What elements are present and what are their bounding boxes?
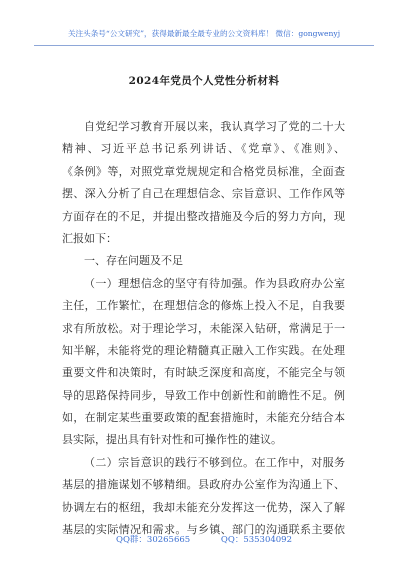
footer-qq-group: QQ群：30265665 <box>115 535 191 545</box>
header-divider <box>34 45 374 46</box>
body-line: 知半解，未能将党的理论精髓真正融入工作实践。在处理 <box>62 343 345 357</box>
body-line: 基层的实际情况和需求。与乡镇、部门的沟通联系主要依 <box>62 523 345 537</box>
body-line: （二）宗旨意识的践行不够到位。在工作中，对服务 <box>84 455 345 469</box>
body-line: 方面存在的不足，并提出整改措施及今后的努力方向，现 <box>62 209 345 223</box>
body-line: 导的思路保持同步，导致工作中创新性和前瞻性不足。例 <box>62 388 345 402</box>
body-line: 协调左右的枢纽，我却未能充分发挥这一优势，深入了解 <box>62 500 345 514</box>
footer-qq: QQ：535304092 <box>220 535 292 545</box>
body-line: 求有所放松。对于理论学习，未能深入钻研，常满足于一 <box>62 321 345 335</box>
body-line: 如，在制定某些重要政策的配套措施时，未能充分结合本 <box>62 411 345 425</box>
body-line: 重要文件和决策时，有时缺乏深度和高度，不能完全与领 <box>62 366 345 380</box>
document-title: 2024年党员个人党性分析材料 <box>128 75 280 87</box>
body-line: 县实际，提出具有针对性和可操作性的建议。 <box>62 433 282 447</box>
document-body <box>62 116 345 541</box>
body-line: 汇报如下： <box>62 231 117 245</box>
body-line: 摆、深入分析了自己在理想信念、宗旨意识、工作作风等 <box>62 187 345 201</box>
body-line: 主任，工作繁忙，在理想信念的修炼上投入不足，自我要 <box>62 299 345 313</box>
footer-contact <box>0 533 408 545</box>
section-heading: 一、存在问题及不足 <box>84 254 183 268</box>
body-line: 自党纪学习教育开展以来，我认真学习了党的二十大 <box>84 120 345 133</box>
body-line: 精神、习近平总书记系列讲话、《党章》、《准则》、 <box>62 142 345 156</box>
body-line: 《条例》等，对照党章党规规定和合格党员标准，全面查 <box>62 164 345 178</box>
body-line: 基层的措施谋划不够精细。县政府办公室作为沟通上下、 <box>62 478 345 492</box>
header-notice: 关注头条号“公文研究”，获得最新最全最专业的公文资料库！ 微信：gongwenyj <box>67 29 341 38</box>
body-line: （一）理想信念的坚守有待加强。作为县政府办公室 <box>84 276 345 290</box>
